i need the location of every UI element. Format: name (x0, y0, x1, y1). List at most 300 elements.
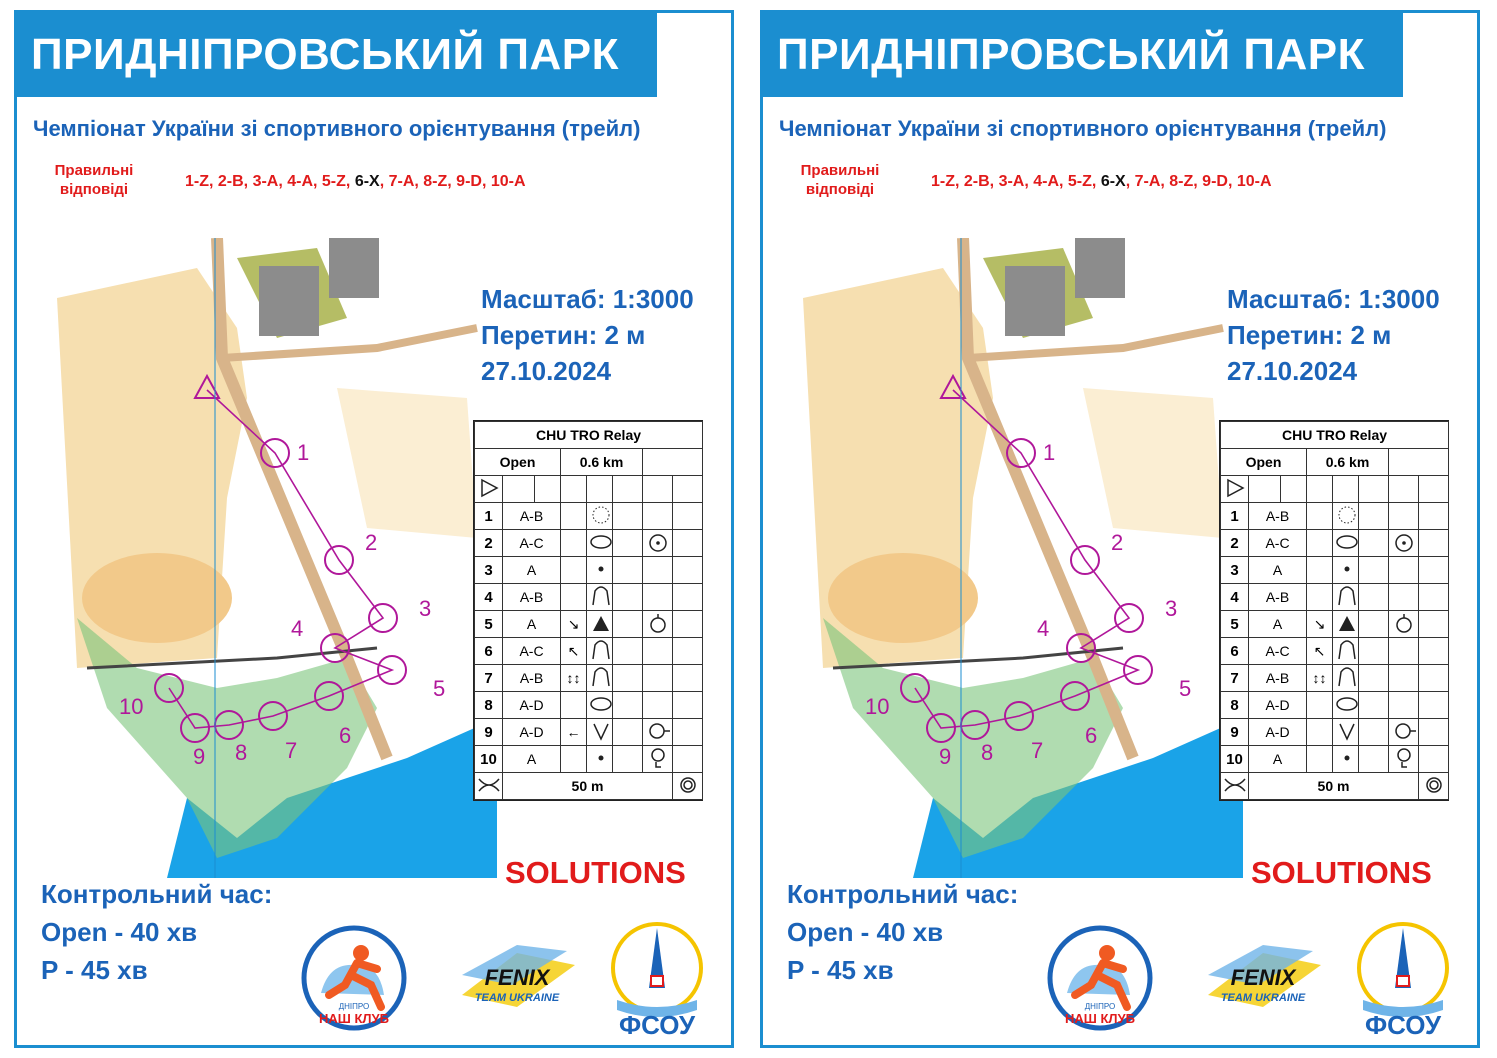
description-empty-cell (673, 692, 703, 719)
building-2 (1075, 238, 1125, 298)
control-answers: A-D (503, 719, 561, 746)
description-control-row (475, 665, 703, 692)
description-start-row (475, 476, 703, 503)
description-control-row (475, 719, 703, 746)
fsou-logo (1343, 918, 1463, 1038)
solutions-label: SOLUTIONS (505, 855, 686, 890)
answers-label-line1: Правильні (54, 162, 134, 179)
description-empty-cell (1419, 692, 1449, 719)
control-time-p: P - 45 хв (41, 955, 148, 985)
control-answers: A-D (1249, 692, 1307, 719)
hill-symbol (1333, 666, 1361, 688)
fsou-flag (651, 976, 663, 986)
control-extra-cell (1389, 557, 1419, 584)
footer-start-symbol (475, 773, 503, 800)
description-empty-cell (673, 611, 703, 638)
description-empty-cell (587, 476, 613, 503)
description-empty-cell (1333, 476, 1359, 503)
club-city: ДНІПРО (338, 1002, 370, 1011)
control-number: 2 (475, 530, 503, 557)
description-title-row (1221, 422, 1449, 449)
control-label: 8 (981, 740, 994, 765)
start-triangle-icon (479, 478, 499, 498)
control-extra-cell (1389, 584, 1419, 611)
control-answers: A-D (503, 692, 561, 719)
control-label: 9 (193, 744, 206, 769)
description-control-row (475, 638, 703, 665)
control-label: 1 (297, 440, 310, 465)
control-label: 2 (1111, 530, 1124, 555)
control-direction: ↘ (1307, 611, 1333, 638)
answers-list (931, 173, 1272, 191)
control-extra-cell (643, 584, 673, 611)
fsou-logo (597, 918, 717, 1038)
control-time-label: Контрольний час: (41, 879, 273, 909)
control-answers: A (503, 557, 561, 584)
control-direction (561, 584, 587, 611)
building-2 (329, 238, 379, 298)
control-extra-cell (1389, 692, 1419, 719)
ellipse-symbol (1333, 531, 1361, 553)
control-answers: A-B (1249, 503, 1307, 530)
description-control-row (1221, 719, 1449, 746)
control-extra-cell (643, 719, 673, 746)
ring-dotted-symbol (587, 504, 615, 526)
description-empty-cell (1419, 611, 1449, 638)
answers-label-line1: Правильні (800, 162, 880, 179)
finish-circle-icon (675, 775, 701, 795)
description-empty-cell (1359, 692, 1389, 719)
map-sheet-right (760, 10, 1480, 1048)
answers-part-b: 6-X (1100, 173, 1126, 190)
control-answers: A-B (503, 584, 561, 611)
control-direction: ↕↕ (561, 665, 587, 692)
control-number: 6 (1221, 638, 1249, 665)
control-time-open: Open - 40 хв (787, 917, 944, 947)
description-control-row (475, 530, 703, 557)
control-number: 7 (475, 665, 503, 692)
description-empty-cell (1359, 665, 1389, 692)
answers-label (785, 161, 895, 199)
fenix-wordmark: FENIX (484, 965, 550, 990)
map-contour: Перетин: 2 м (481, 320, 646, 350)
control-number: 10 (1221, 746, 1249, 773)
description-control-row (1221, 584, 1449, 611)
answers-part-b: 6-X (354, 173, 380, 190)
circle-L-symbol (1390, 747, 1418, 769)
club-city: ДНІПРО (1084, 1002, 1116, 1011)
description-control-row (475, 557, 703, 584)
control-feature-cell (587, 557, 613, 584)
description-empty-cell (1419, 719, 1449, 746)
description-empty-cell (613, 584, 643, 611)
control-number: 5 (475, 611, 503, 638)
control-label: 5 (433, 676, 446, 701)
control-extra-cell (1389, 665, 1419, 692)
event-date: 27.10.2024 (1227, 356, 1358, 386)
control-number: 7 (1221, 665, 1249, 692)
control-number: 8 (475, 692, 503, 719)
answers-part-a: 1-Z, 2-B, 3-A, 4-A, 5-Z, (185, 173, 351, 190)
fenix-subtitle: TEAM UKRAINE (1220, 992, 1306, 1004)
description-empty-cell (1249, 476, 1281, 503)
map-info (1227, 281, 1440, 389)
circle-dot-top-symbol (1390, 612, 1418, 634)
control-time (41, 875, 272, 989)
description-control-row (1221, 530, 1449, 557)
control-feature-cell (587, 611, 613, 638)
control-feature-cell (587, 692, 613, 719)
control-number: 2 (1221, 530, 1249, 557)
control-direction: ↖ (561, 638, 587, 665)
description-empty-cell (1359, 638, 1389, 665)
dot-symbol (587, 558, 615, 580)
control-feature-cell (587, 665, 613, 692)
description-empty-cell (613, 611, 643, 638)
control-extra-cell (1389, 746, 1419, 773)
description-empty-cell (613, 503, 643, 530)
fenix-logo (1203, 945, 1323, 1015)
start-symbol-cell (1221, 476, 1249, 503)
control-answers: A-B (1249, 665, 1307, 692)
description-empty-cell (1419, 665, 1449, 692)
circle-arrow-symbol (644, 720, 672, 742)
control-extra-cell (643, 638, 673, 665)
control-direction: ↘ (561, 611, 587, 638)
control-answers: A (1249, 746, 1307, 773)
dot-symbol (1333, 558, 1361, 580)
control-number: 8 (1221, 692, 1249, 719)
control-feature-cell (1333, 719, 1359, 746)
control-answers: A-C (503, 530, 561, 557)
map-scale: Масштаб: 1:3000 (1227, 284, 1440, 314)
control-label: 1 (1043, 440, 1056, 465)
control-answers: A-B (1249, 584, 1307, 611)
circle-dot-symbol (1390, 531, 1418, 553)
club-name: НАШ КЛУБ (1065, 1011, 1135, 1026)
control-feature-cell (1333, 503, 1359, 530)
description-empty-cell (1359, 719, 1389, 746)
control-direction (561, 692, 587, 719)
control-feature-cell (587, 530, 613, 557)
circle-arrow-symbol (1390, 720, 1418, 742)
control-description-sheet (1219, 420, 1449, 801)
answers-part-c: , 7-A, 8-Z, 9-D, 10-A (1125, 173, 1272, 190)
control-answers: A-C (1249, 638, 1307, 665)
description-empty-cell (613, 638, 643, 665)
hill-symbol (1333, 639, 1361, 661)
runner-head (353, 945, 369, 961)
orienteering-map (793, 238, 1243, 878)
control-label: 10 (119, 694, 144, 719)
v-shape-symbol (1333, 720, 1361, 742)
description-empty-cell (1419, 584, 1449, 611)
circle-L-symbol (644, 747, 672, 769)
description-empty-cell (1359, 584, 1389, 611)
fenix-subtitle: TEAM UKRAINE (474, 992, 560, 1004)
open-land-oval (82, 553, 232, 643)
description-empty-cell (673, 557, 703, 584)
description-empty-cell (1359, 476, 1389, 503)
control-direction (1307, 503, 1333, 530)
control-extra-cell (643, 611, 673, 638)
open-land-oval (828, 553, 978, 643)
control-extra-cell (643, 746, 673, 773)
description-start-row (1221, 476, 1449, 503)
description-empty-cell (613, 557, 643, 584)
nash-klub-logo (299, 923, 409, 1033)
control-feature-cell (1333, 530, 1359, 557)
control-number: 6 (475, 638, 503, 665)
event-date: 27.10.2024 (481, 356, 612, 386)
control-time-open: Open - 40 хв (41, 917, 198, 947)
page-title: ПРИДНІПРОВСЬКИЙ ПАРК (17, 13, 657, 97)
map-info (481, 281, 694, 389)
v-shape-symbol (587, 720, 615, 742)
description-length: 0.6 km (1307, 449, 1389, 476)
control-answers: A-C (503, 638, 561, 665)
circle-dot-top-symbol (644, 612, 672, 634)
marked-route-icon (476, 775, 502, 795)
runner-head (1099, 945, 1115, 961)
hill-symbol (1333, 585, 1361, 607)
description-empty-cell (613, 665, 643, 692)
answers-part-c: , 7-A, 8-Z, 9-D, 10-A (379, 173, 526, 190)
description-control-row (1221, 611, 1449, 638)
answers-label (39, 161, 149, 199)
hill-symbol (587, 585, 615, 607)
control-answers: A-D (1249, 719, 1307, 746)
dot-symbol (1333, 747, 1361, 769)
description-empty-cell (1307, 476, 1333, 503)
control-extra-cell (1389, 530, 1419, 557)
description-footer-row (1221, 773, 1449, 800)
description-empty-cell (1419, 746, 1449, 773)
control-label: 2 (365, 530, 378, 555)
hill-symbol (587, 666, 615, 688)
description-class-row (1221, 449, 1449, 476)
description-control-row (475, 503, 703, 530)
description-footer-row (475, 773, 703, 800)
control-number: 5 (1221, 611, 1249, 638)
control-description-sheet (473, 420, 703, 801)
description-empty-cell (1359, 530, 1389, 557)
description-empty-cell (613, 719, 643, 746)
club-name: НАШ КЛУБ (319, 1011, 389, 1026)
description-control-row (475, 611, 703, 638)
description-empty-cell (643, 449, 703, 476)
description-control-row (1221, 746, 1449, 773)
control-direction (1307, 719, 1333, 746)
description-empty-cell (535, 476, 561, 503)
fsou-flag (1397, 976, 1409, 986)
control-extra-cell (1389, 638, 1419, 665)
marked-route-icon (1222, 775, 1248, 795)
control-number: 4 (1221, 584, 1249, 611)
control-extra-cell (643, 557, 673, 584)
description-empty-cell (1419, 557, 1449, 584)
control-label: 4 (1037, 616, 1050, 641)
description-empty-cell (1281, 476, 1307, 503)
control-extra-cell (1389, 611, 1419, 638)
description-length: 0.6 km (561, 449, 643, 476)
control-answers: A (1249, 611, 1307, 638)
control-label: 6 (1085, 723, 1098, 748)
description-control-row (475, 746, 703, 773)
control-direction (1307, 557, 1333, 584)
description-control-row (1221, 665, 1449, 692)
triangle-symbol (587, 612, 615, 634)
description-title-row (475, 422, 703, 449)
description-empty-cell (673, 476, 703, 503)
description-empty-cell (1359, 557, 1389, 584)
description-control-row (475, 584, 703, 611)
control-feature-cell (587, 584, 613, 611)
start-symbol-cell (475, 476, 503, 503)
fenix-wordmark: FENIX (1230, 965, 1296, 990)
control-feature-cell (1333, 557, 1359, 584)
nash-klub-logo (1045, 923, 1155, 1033)
description-empty-cell (613, 746, 643, 773)
description-empty-cell (1359, 746, 1389, 773)
control-extra-cell (643, 692, 673, 719)
description-empty-cell (1419, 476, 1449, 503)
description-table (474, 421, 703, 800)
footer-distance: 50 m (1249, 773, 1419, 800)
description-empty-cell (613, 476, 643, 503)
page-title: ПРИДНІПРОВСЬКИЙ ПАРК (763, 13, 1403, 97)
description-control-row (1221, 638, 1449, 665)
control-answers: A (503, 746, 561, 773)
ring-dotted-symbol (1333, 504, 1361, 526)
fsou-wordmark: ФСОУ (1364, 1010, 1442, 1038)
fsou-wordmark: ФСОУ (618, 1010, 696, 1038)
control-answers: A-B (503, 665, 561, 692)
description-empty-cell (613, 530, 643, 557)
control-answers: A-C (1249, 530, 1307, 557)
description-empty-cell (673, 746, 703, 773)
footer-finish-symbol (673, 773, 703, 800)
control-feature-cell (1333, 584, 1359, 611)
control-label: 4 (291, 616, 304, 641)
control-number: 1 (475, 503, 503, 530)
answers-label-line2: відповіді (805, 181, 875, 198)
control-number: 3 (475, 557, 503, 584)
ellipse-symbol (1333, 693, 1361, 715)
control-extra-cell (643, 665, 673, 692)
control-number: 3 (1221, 557, 1249, 584)
description-empty-cell (1389, 476, 1419, 503)
control-number: 10 (475, 746, 503, 773)
fenix-logo (457, 945, 577, 1015)
description-empty-cell (613, 692, 643, 719)
control-direction (561, 503, 587, 530)
control-extra-cell (1389, 503, 1419, 530)
control-direction (561, 530, 587, 557)
control-direction (561, 746, 587, 773)
event-subtitle: Чемпіонат України зі спортивного орієнтування (трейл) (33, 116, 641, 141)
control-direction: ← (561, 719, 587, 746)
control-feature-cell (1333, 611, 1359, 638)
ellipse-symbol (587, 531, 615, 553)
control-extra-cell (643, 503, 673, 530)
control-label: 8 (235, 740, 248, 765)
description-control-row (1221, 503, 1449, 530)
map-sheet-left (14, 10, 734, 1048)
answers-list (185, 173, 526, 191)
control-extra-cell (643, 530, 673, 557)
control-feature-cell (1333, 665, 1359, 692)
ellipse-symbol (587, 693, 615, 715)
control-label: 3 (1165, 596, 1178, 621)
control-feature-cell (1333, 692, 1359, 719)
control-label: 5 (1179, 676, 1192, 701)
start-triangle-icon (1225, 478, 1245, 498)
description-empty-cell (673, 665, 703, 692)
description-table (1220, 421, 1449, 800)
control-direction (1307, 584, 1333, 611)
description-empty-cell (673, 719, 703, 746)
control-time-p: P - 45 хв (787, 955, 894, 985)
control-label: 6 (339, 723, 352, 748)
control-feature-cell (1333, 746, 1359, 773)
map-contour: Перетин: 2 м (1227, 320, 1392, 350)
description-empty-cell (503, 476, 535, 503)
control-direction (561, 557, 587, 584)
description-empty-cell (673, 638, 703, 665)
control-answers: A (1249, 557, 1307, 584)
footer-start-symbol (1221, 773, 1249, 800)
control-label: 7 (1031, 738, 1044, 763)
description-empty-cell (1419, 503, 1449, 530)
control-time-label: Контрольний час: (787, 879, 1019, 909)
description-empty-cell (673, 503, 703, 530)
orienteering-map (47, 238, 497, 878)
control-answers: A-B (503, 503, 561, 530)
description-empty-cell (673, 584, 703, 611)
control-number: 9 (1221, 719, 1249, 746)
control-direction (1307, 692, 1333, 719)
circle-dot-symbol (644, 531, 672, 553)
description-class: Open (1221, 449, 1307, 476)
control-label: 7 (285, 738, 298, 763)
solutions-label: SOLUTIONS (1251, 855, 1432, 890)
control-feature-cell (587, 503, 613, 530)
footer-distance: 50 m (503, 773, 673, 800)
control-feature-cell (587, 746, 613, 773)
description-control-row (475, 692, 703, 719)
control-label: 3 (419, 596, 432, 621)
control-number: 9 (475, 719, 503, 746)
control-number: 1 (1221, 503, 1249, 530)
description-empty-cell (1359, 503, 1389, 530)
control-extra-cell (1389, 719, 1419, 746)
dot-symbol (587, 747, 615, 769)
answers-part-a: 1-Z, 2-B, 3-A, 4-A, 5-Z, (931, 173, 1097, 190)
control-time (787, 875, 1018, 989)
description-empty-cell (673, 530, 703, 557)
description-title: CHU TRO Relay (475, 422, 703, 449)
finish-circle-icon (1421, 775, 1447, 795)
control-answers: A (503, 611, 561, 638)
control-label: 10 (865, 694, 890, 719)
description-empty-cell (1359, 611, 1389, 638)
description-class: Open (475, 449, 561, 476)
footer-finish-symbol (1419, 773, 1449, 800)
description-control-row (1221, 557, 1449, 584)
description-empty-cell (643, 476, 673, 503)
control-direction (1307, 530, 1333, 557)
